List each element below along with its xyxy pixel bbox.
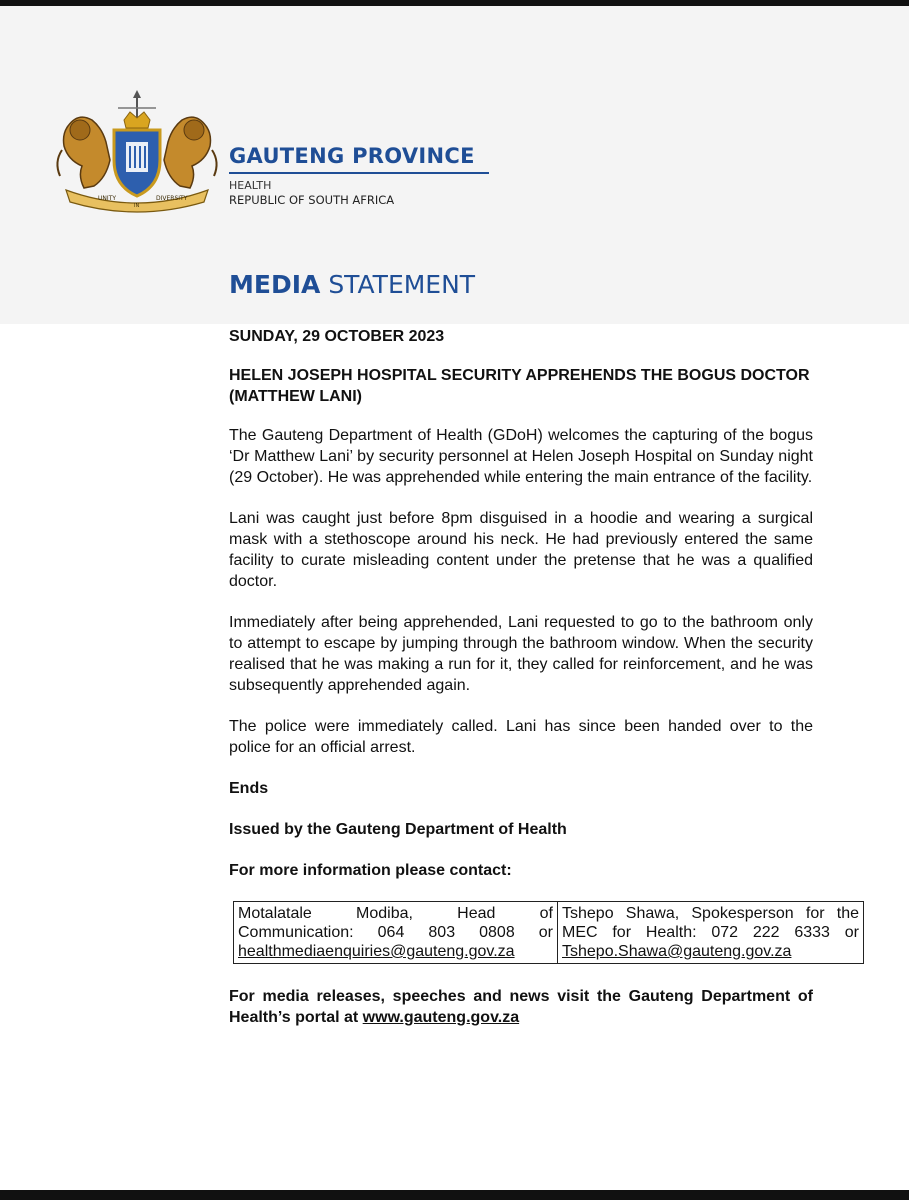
issued-by: Issued by the Gauteng Department of Health [229, 821, 567, 838]
statement-body [229, 326, 859, 1028]
portal-link[interactable]: www.gauteng.gov.za [362, 1009, 520, 1026]
portal-note [229, 986, 813, 1028]
portal-note-text: For media releases, speeches and news visit the Gauteng Department of Health’s portal at [229, 988, 813, 1026]
contact-modiba-email-link[interactable]: healthmediaenquiries@gauteng.gov.za [238, 943, 515, 960]
statement-date: SUNDAY, 29 OCTOBER 2023 [229, 328, 445, 345]
paragraph: The Gauteng Department of Health (GDoH) welcomes the capturing of the bogus ‘Dr Matthew Lani’ by security personnel at Helen Joseph Hospital on Sunday night (29 October). He was apprehended while entering the main entrance of the facility. [229, 427, 813, 486]
contacts-row [234, 902, 864, 964]
media-word: MEDIA [229, 270, 321, 299]
media-statement-heading [229, 270, 475, 299]
department-name: HEALTH [229, 179, 272, 192]
ends-marker: Ends [229, 780, 269, 797]
svg-text:DIVERSITY: DIVERSITY [156, 195, 188, 202]
province-title-underline [229, 172, 489, 174]
paragraph: The police were immediately called. Lani has since been handed over to the police for an official arrest. [229, 718, 813, 756]
paragraph: Immediately after being apprehended, Lani requested to go to the bathroom only to attempt to escape by jumping through the bathroom window. When the security realised that he was making a run for it, they called for reinforcement, and he was subsequently apprehended again. [229, 614, 813, 694]
bottom-edge-bar [0, 1190, 909, 1200]
svg-text:IN: IN [134, 203, 140, 209]
contact-shawa-text: Tshepo Shawa, Spokesperson for the MEC for Health: 072 222 6333 or [562, 905, 859, 941]
province-title: GAUTENG PROVINCE [229, 144, 475, 168]
contact-cell-modiba [234, 902, 558, 964]
contact-cell-shawa [558, 902, 864, 964]
contact-heading: For more information please contact: [229, 862, 512, 879]
country-name: REPUBLIC OF SOUTH AFRICA [229, 193, 395, 207]
contact-modiba-text: Motalatale Modiba, Head of Communication: 064 803 0808 or [238, 905, 553, 941]
statement-word: STATEMENT [328, 270, 476, 299]
contacts-table [233, 901, 864, 964]
contact-shawa-email-link[interactable]: Tshepo.Shawa@gauteng.gov.za [562, 943, 792, 960]
paragraph: Lani was caught just before 8pm disguised in a hoodie and wearing a surgical mask with a stethoscope around his neck. He had previously entered the same facility to curate misleading content under the pretense that he was a qualified doctor. [229, 510, 813, 590]
coat-of-arms-logo [48, 90, 226, 218]
statement-headline: HELEN JOSEPH HOSPITAL SECURITY APPREHENDS THE BOGUS DOCTOR (MATTHEW LANI) [229, 367, 810, 405]
svg-text:UNITY: UNITY [98, 195, 116, 202]
